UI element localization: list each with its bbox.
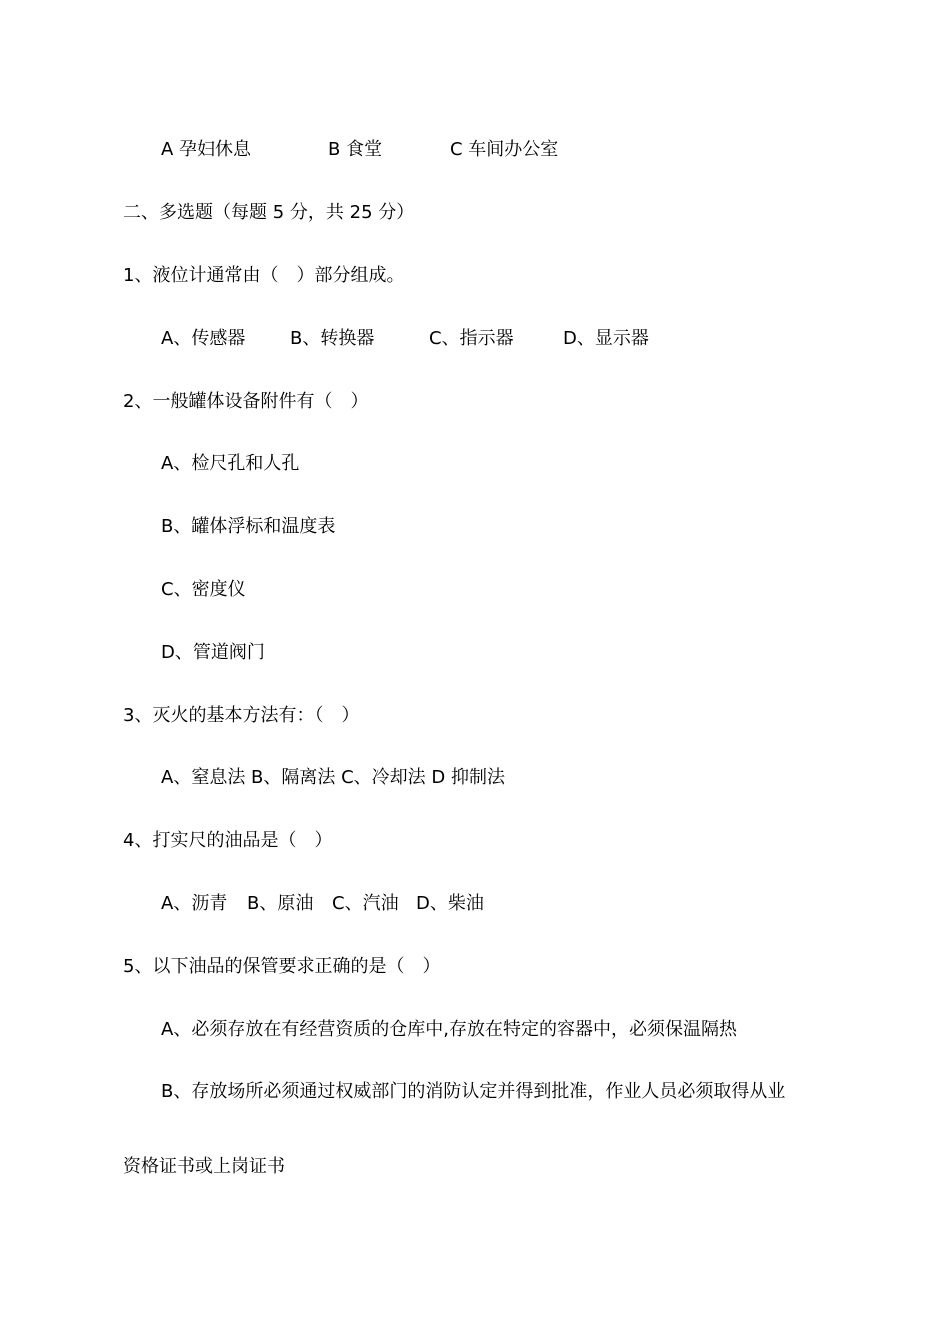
question-2-option-b: B、罐体浮标和温度表 — [161, 516, 336, 537]
question-5-option-b: B、存放场所必须通过权威部门的消防认定并得到批准，作业人员必须取得从业 — [161, 1081, 786, 1102]
question-1-option-a: A、传感器 — [161, 328, 246, 349]
question-4-option-c: C、汽油 — [332, 893, 399, 914]
question-2-option-c: C、密度仪 — [161, 579, 246, 600]
question-4-option-b: B、原油 — [247, 893, 314, 914]
prev-option-a: A 孕妇休息 — [161, 139, 252, 160]
prev-option-c: C 车间办公室 — [450, 139, 559, 160]
question-3-text: 3、灭火的基本方法有：（ ） — [123, 705, 360, 726]
question-1-text: 1、液位计通常由（ ）部分组成。 — [123, 265, 405, 286]
question-5-option-a: A、必须存放在有经营资质的仓库中,存放在特定的容器中，必须保温隔热 — [161, 1019, 738, 1040]
question-2-option-d: D、管道阀门 — [161, 642, 265, 663]
question-3-options: A、窒息法 B、隔离法 C、冷却法 D 抑制法 — [161, 767, 505, 788]
question-5-option-b-continuation: 资格证书或上岗证书 — [123, 1156, 285, 1177]
question-2-option-a: A、检尺孔和人孔 — [161, 453, 300, 474]
question-4-option-a: A、沥青 — [161, 893, 228, 914]
question-1-option-c: C、指示器 — [429, 328, 514, 349]
question-1-option-b: B、转换器 — [290, 328, 375, 349]
question-1-option-d: D、显示器 — [563, 328, 649, 349]
question-5-text: 5、以下油品的保管要求正确的是（ ） — [123, 956, 441, 977]
section-title: 二、多选题（每题 5 分，共 25 分） — [123, 202, 415, 223]
question-4-text: 4、打实尺的油品是（ ） — [123, 830, 333, 851]
question-2-text: 2、一般罐体设备附件有（ ） — [123, 391, 369, 412]
question-4-option-d: D、柴油 — [416, 893, 484, 914]
prev-option-b: B 食堂 — [328, 139, 383, 160]
